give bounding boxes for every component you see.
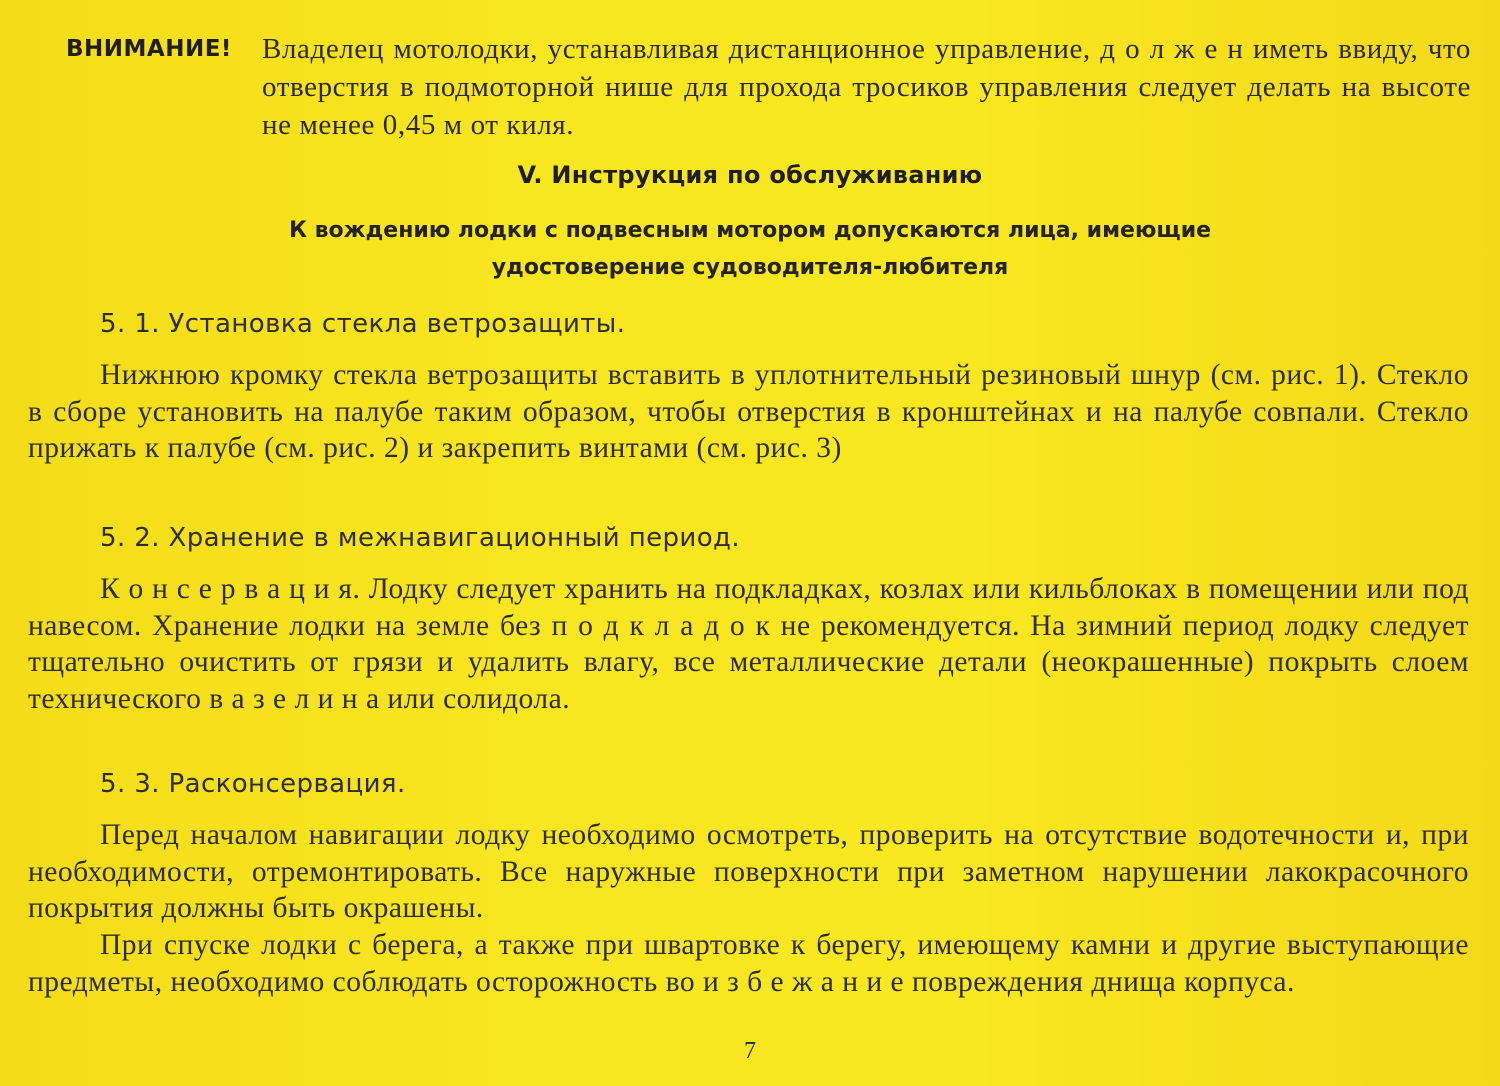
section-title: V. Инструкция по обслуживанию <box>517 161 983 189</box>
paragraph-5-3-b: При спуске лодки с берега, а также при швартовке к берегу, имеющему камни и другие выступающие предметы, необходимо соблюдать осторожность во и з б е ж а н и е повреждения днища корпуса. <box>28 929 1469 998</box>
warning-label: ВНИМАНИЕ! <box>66 36 232 62</box>
warning-block <box>66 30 1471 144</box>
subheading-5-3: 5. 3. Расконсервация. <box>100 769 406 799</box>
paragraph-5-3-a: Перед началом навигации лодку необходимо осмотреть, проверить на отсутствие водотечности и, при необходимости, отремонтировать. Все наружные поверхности при заметном нарушении лакокрасочного покрытия должны быть окрашены. <box>28 819 1469 924</box>
paragraph-5-1: Нижнюю кромку стекла ветрозащиты вставить в уплотнительный резиновый шнур (см. рис. 1). Стекло в сборе установить на палубе таким образом, чтобы отверстия в кронштейнах и на палубе совпали. Стекло прижать к палубе (см. рис. 2) и закрепить винтами (см. рис. 3) <box>28 359 1469 464</box>
subheading-5-1: 5. 1. Установка стекла ветрозащиты. <box>100 309 626 339</box>
page-number: 7 <box>744 1038 756 1064</box>
warning-text: Владелец мотолодки, устанавливая дистанционное управление, д о л ж е н иметь ввиду, что отверстия в подмоторной нише для прохода тросиков управления следует делать на высоте не менее 0,45 м от киля. <box>262 33 1471 141</box>
subheading-5-2: 5. 2. Хранение в межнавигационный период. <box>100 523 741 553</box>
paragraph-5-2: К о н с е р в а ц и я. Лодку следует хранить на подкладках, козлах или кильблоках в помещении или под навесом. Хранение лодки на земле без п о д к л а д о к не рекомендуется. На зимний период лодку следует тщательно очистить от грязи и удалить влагу, все металлические детали (неокрашенные) покрыть слоем технического в а з е л и н а или солидола. <box>28 573 1469 715</box>
section-subtitle: К вождению лодки с подвесным мотором допускаются лица, имеющие удостоверение судоводителя-любителя <box>288 218 1212 280</box>
